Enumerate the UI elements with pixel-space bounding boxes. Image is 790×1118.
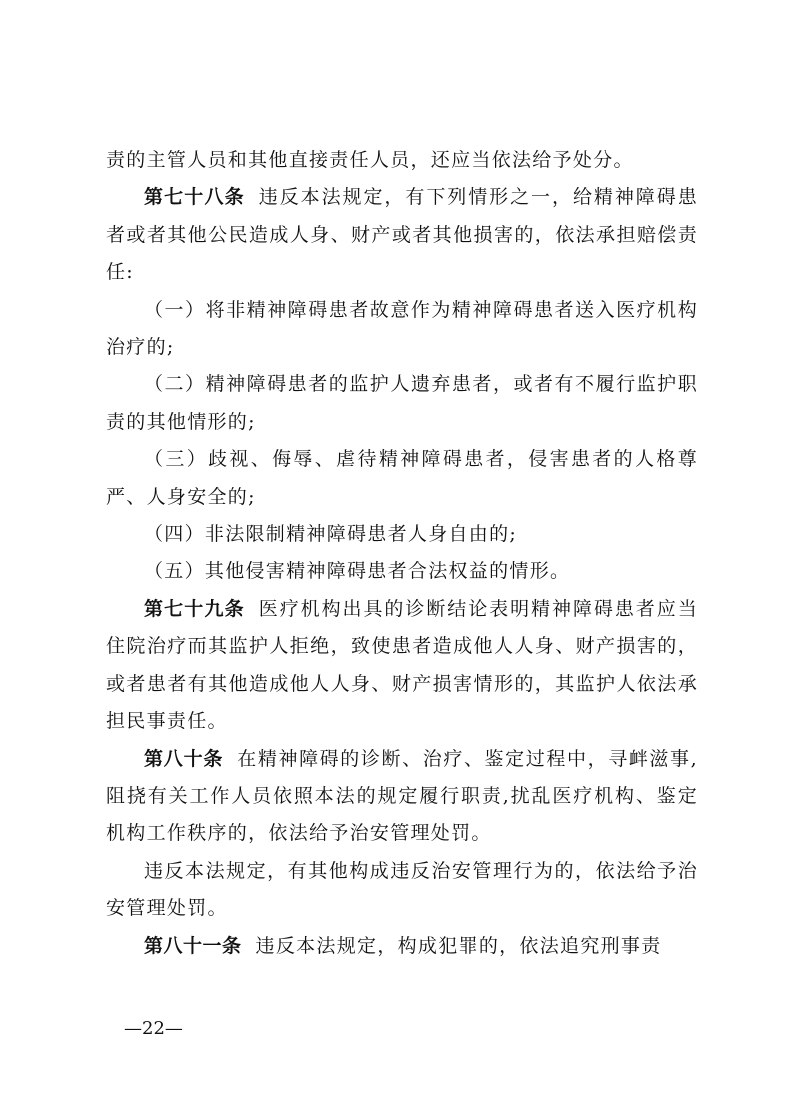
paragraph-text: 责的主管人员和其他直接责任人员，还应当依法给予处分。 xyxy=(106,149,634,171)
article-number: 第八十条 xyxy=(144,747,224,770)
article-78 xyxy=(106,179,698,291)
paragraph-text: 违反本法规定，构成犯罪的，依法追究刑事责 xyxy=(255,934,662,957)
paragraph-text: （三）歧视、侮辱、虐待精神障碍患者，侵害患者的人格尊严、人身安全的; xyxy=(106,448,698,508)
paragraph-text: 违反本法规定，有其他构成违反治安管理行为的，依法给予治安管理处罚。 xyxy=(106,859,698,920)
article-80-paragraph-2 xyxy=(106,853,698,928)
article-78-item-5 xyxy=(106,553,698,590)
page-number: —22— xyxy=(124,1018,183,1039)
paragraph-continuation xyxy=(106,142,698,179)
paragraph-text: 违反本法规定，有下列情形之一，给精神障碍患者或者其他公民造成人身、财产或者其他损害的，依法承担赔偿责任: xyxy=(106,186,698,284)
article-number: 第八十一条 xyxy=(144,934,242,957)
paragraph-text: （四）非法限制精神障碍患者人身自由的; xyxy=(144,523,518,546)
article-number: 第七十九条 xyxy=(144,597,245,620)
article-78-item-2 xyxy=(106,366,698,441)
article-78-item-4 xyxy=(106,516,698,553)
article-80 xyxy=(106,741,698,853)
paragraph-text: 医疗机构出具的诊断结论表明精神障碍患者应当住院治疗而其监护人拒绝，致使患者造成他人人身、财产损害的，或者患者有其他造成他人人身、财产损害情形的，其监护人依法承担民事责任。 xyxy=(106,597,698,733)
article-81 xyxy=(106,928,698,965)
document-body xyxy=(106,142,698,965)
article-79 xyxy=(106,591,698,741)
paragraph-text: （二）精神障碍患者的监护人遗弃患者，或者有不履行监护职责的其他情形的; xyxy=(106,373,698,433)
article-number: 第七十八条 xyxy=(144,186,245,209)
paragraph-text: （五）其他侵害精神障碍患者合法权益的情形。 xyxy=(144,560,571,583)
paragraph-text: 在精神障碍的诊断、治疗、鉴定过程中，寻衅滋事,阻挠有关工作人员依照本法的规定履行职责,扰乱医疗机构、鉴定机构工作秩序的，依法给予治安管理处罚。 xyxy=(106,747,698,845)
article-78-item-3 xyxy=(106,441,698,516)
paragraph-text: （一）将非精神障碍患者故意作为精神障碍患者送入医疗机构治疗的; xyxy=(106,298,698,359)
article-78-item-1 xyxy=(106,292,698,367)
